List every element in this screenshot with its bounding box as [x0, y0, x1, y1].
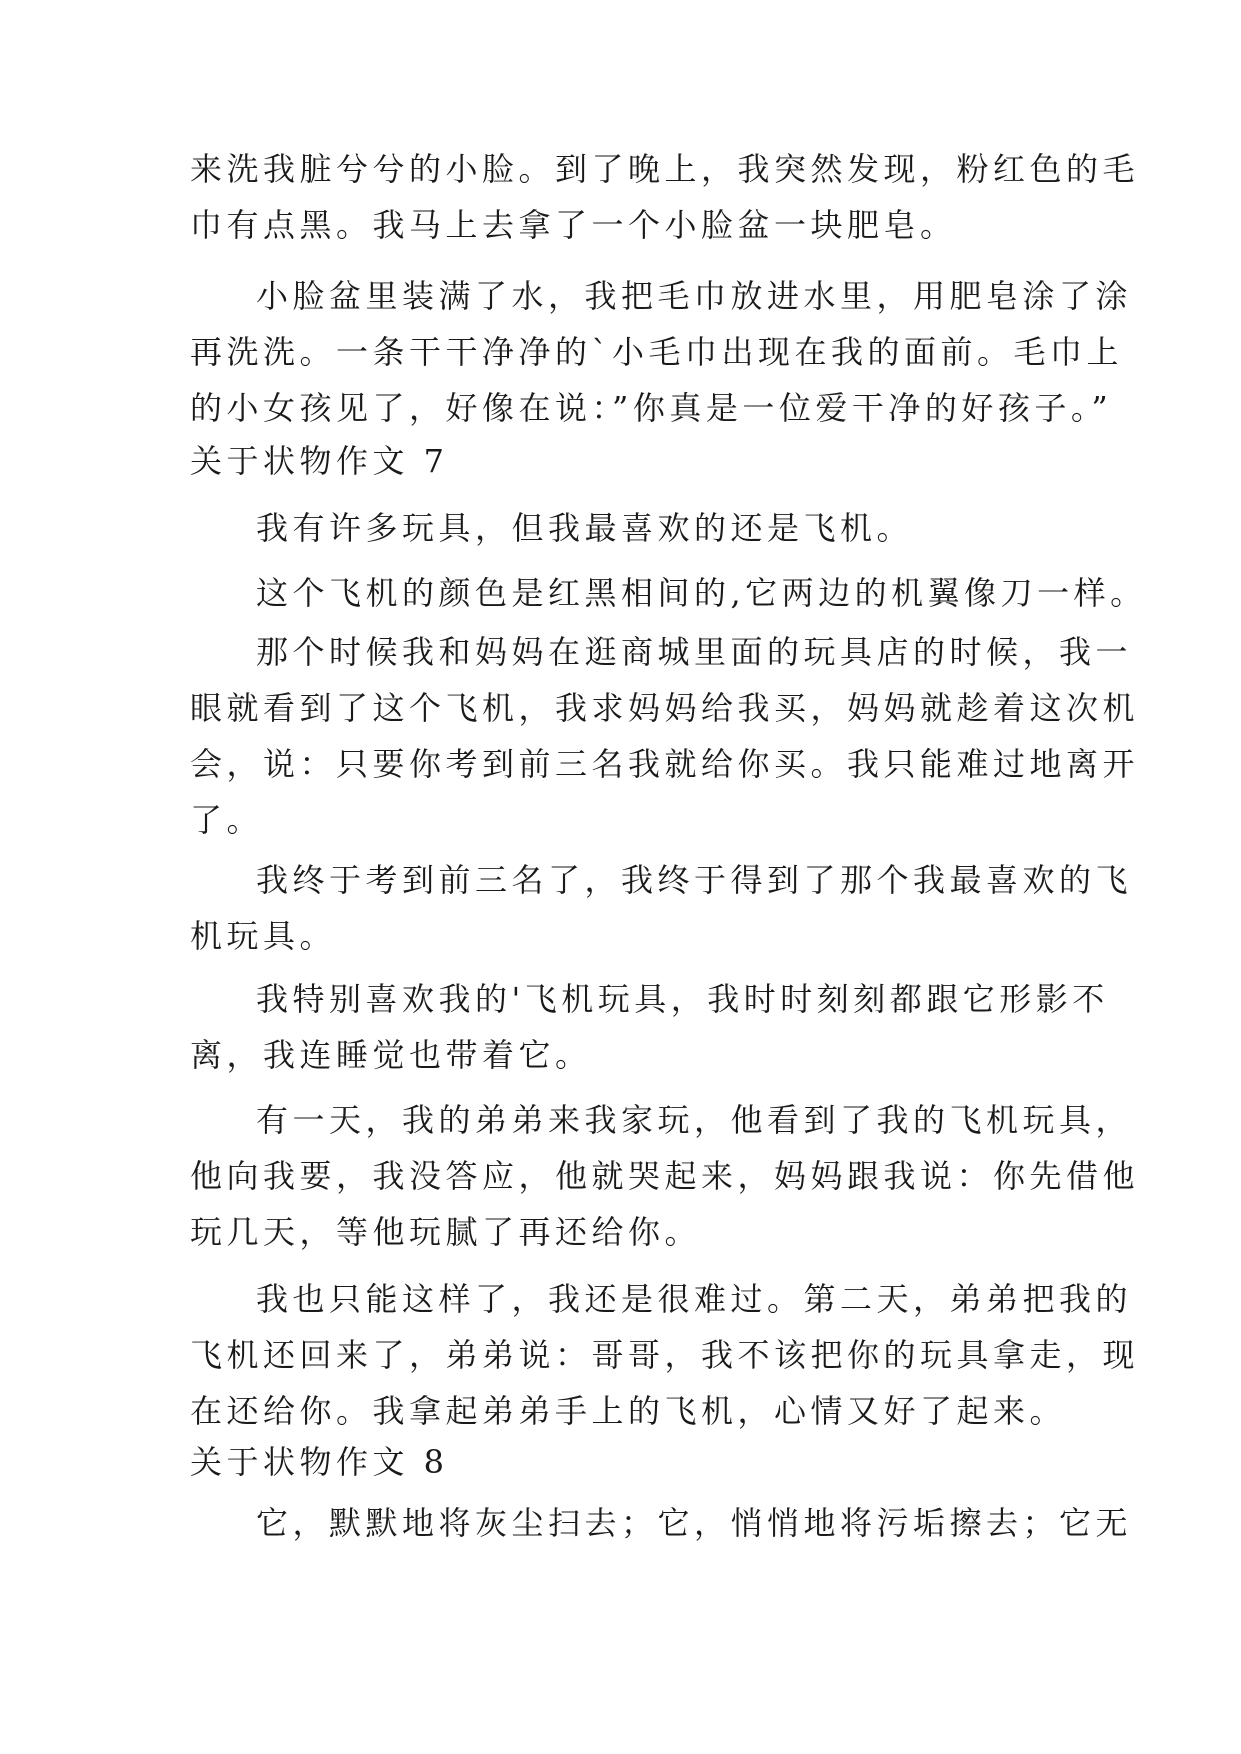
text-line: 了。: [190, 801, 264, 839]
text-line: 我也只能这样了，我还是很难过。第二天，弟弟把我的: [256, 1280, 1133, 1318]
text-line: 它，默默地将灰尘扫去；它，悄悄地将污垢擦去；它无: [256, 1504, 1133, 1542]
text-line: 的小女孩见了，好像在说：”你真是一位爱干净的好孩子。”: [190, 389, 1113, 427]
text-line: 巾有点黑。我马上去拿了一个小脸盆一块肥皂。: [190, 206, 957, 244]
text-line: 离，我连睡觉也带着它。: [190, 1036, 592, 1074]
text-line: 他向我要，我没答应，他就哭起来，妈妈跟我说：你先借他: [190, 1157, 1140, 1195]
text-line: 机玩具。: [190, 917, 337, 955]
text-line: 来洗我脏兮兮的小脸。到了晚上，我突然发现，粉红色的毛: [190, 150, 1140, 188]
text-line: 这个飞机的颜色是红黑相间的,它两边的机翼像刀一样。: [256, 574, 1147, 612]
text-line: 在还给你。我拿起弟弟手上的飞机，心情又好了起来。: [190, 1392, 1067, 1430]
text-line: 有一天，我的弟弟来我家玩，他看到了我的飞机玩具，: [256, 1101, 1133, 1139]
section-heading: 关于状物作文 7: [190, 442, 449, 480]
text-line: 那个时候我和妈妈在逛商城里面的玩具店的时候，我一: [256, 633, 1133, 671]
text-line: 眼就看到了这个飞机，我求妈妈给我买，妈妈就趁着这次机: [190, 689, 1140, 727]
text-line: 我特别喜欢我的'飞机玩具，我时时刻刻都跟它形影不: [256, 980, 1109, 1018]
text-line: 再洗洗。一条干干净净的`小毛巾出现在我的面前。毛巾上: [190, 333, 1124, 371]
section-heading: 关于状物作文 8: [190, 1443, 449, 1481]
text-line: 玩几天，等他玩腻了再还给你。: [190, 1213, 702, 1251]
text-line: 我有许多玩具，但我最喜欢的还是飞机。: [256, 509, 914, 547]
text-line: 我终于考到前三名了，我终于得到了那个我最喜欢的飞: [256, 861, 1133, 899]
text-line: 飞机还回来了，弟弟说：哥哥，我不该把你的玩具拿走，现: [190, 1336, 1140, 1374]
text-line: 会，说：只要你考到前三名我就给你买。我只能难过地离开: [190, 745, 1140, 783]
text-line: 小脸盆里装满了水，我把毛巾放进水里，用肥皂涂了涂: [256, 277, 1133, 315]
